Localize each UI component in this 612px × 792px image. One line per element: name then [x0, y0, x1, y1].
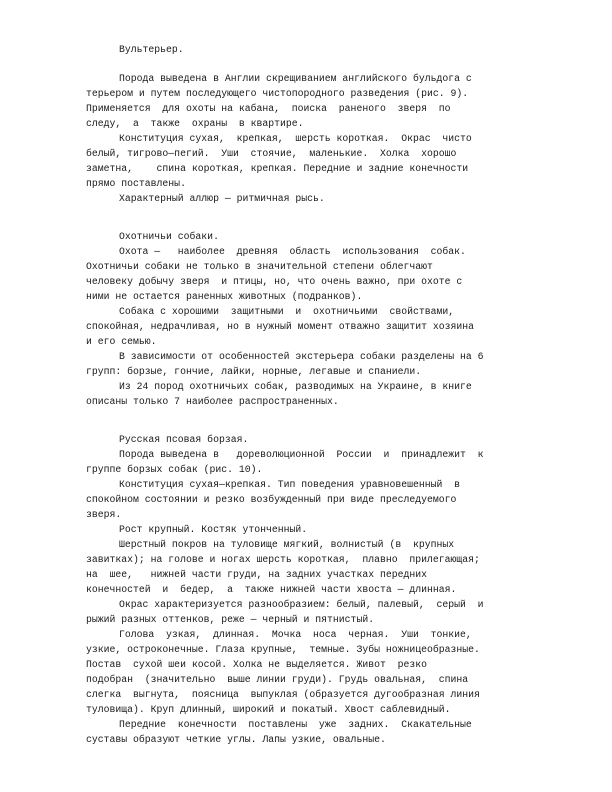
paragraph-line: групп: борзые, гончие, лайки, норные, легавые и спаниели. — [86, 366, 422, 377]
paragraph-line: рыжий разных оттенков, реже — черный и пятнистый. — [86, 614, 375, 625]
paragraph-line: Охотничьи собаки не только в значительной степени облегчают — [86, 261, 433, 272]
paragraph-line: Шерстный покров на туловище мягкий, волнистый (в крупных — [119, 539, 455, 550]
paragraph-line: Собака с хорошими защитными и охотничьими свойствами, — [119, 306, 455, 317]
paragraph-line: группе борзых собак (рис. 10). — [86, 464, 263, 475]
paragraph-line: описаны только 7 наиболее распространенных. — [86, 396, 339, 407]
paragraph-line: на шее, нижней части груди, на задних участках передних — [86, 569, 427, 580]
paragraph-line: Характерный аллюр — ритмичная рысь. — [119, 193, 325, 204]
paragraph-line: туловища). Круп длинный, широкий и покатый. Хвост саблевидный. — [86, 704, 451, 715]
paragraph-line: и его семью. — [86, 336, 157, 347]
paragraph-line: Применяется для охоты на кабана, поиска раненого зверя по — [86, 103, 451, 114]
paragraph-line: спокойном состоянии и резко возбужденный при виде преследуемого — [86, 494, 457, 505]
paragraph-line: терьером и путем последующего чистопородного разведения (рис. 9). — [86, 88, 469, 99]
paragraph-line: В зависимости от особенностей экстерьера собаки разделены на 6 — [119, 351, 484, 362]
paragraph-line: прямо поставлены. — [86, 178, 186, 189]
paragraph-line: Окрас характеризуется разнообразием: белый, палевый, серый и — [119, 599, 484, 610]
paragraph-line: Порода выведена в Англии скрещиванием английского бульдога с — [119, 73, 472, 84]
paragraph-line: Рост крупный. Костяк утонченный. — [119, 524, 308, 535]
paragraph-line: Передние конечности поставлены уже задних. Скакательные — [119, 719, 472, 730]
paragraph-line: подобран (значительно выше линии груди). Грудь овальная, спина — [86, 674, 469, 685]
paragraph-line: спокойная, недрачливая, но в нужный момент отважно защитит хозяина — [86, 321, 475, 332]
paragraph-line: Конституция сухая—крепкая. Тип поведения уравновешенный в — [119, 479, 460, 490]
paragraph-line: Из 24 пород охотничьих собак, разводимых на Украине, в книге — [119, 381, 472, 392]
paragraph-line: узкие, остроконечные. Глаза крупные, темные. Зубы ножницеобразные. — [86, 644, 480, 655]
paragraph-line: суставы образуют четкие углы. Лапы узкие, овальные. — [86, 734, 386, 745]
paragraph-line: Порода выведена в дореволюционной России и принадлежит к — [119, 449, 484, 460]
paragraph-line: конечностей и бедер, а также нижней части хвоста — длинная. — [86, 584, 457, 595]
paragraph-line: ними не остается раненных животных (подранков). — [86, 291, 363, 302]
paragraph-line: зверя. — [86, 509, 122, 520]
section-title-hunting-dogs: Охотничьи собаки. — [119, 231, 219, 242]
paragraph-line: Постав сухой шеи косой. Холка не выделяется. Живот резко — [86, 659, 427, 670]
paragraph-line: Голова узкая, длинная. Мочка носа черная. Уши тонкие, — [119, 629, 472, 640]
section-title-russian-borzoi: Русская псовая борзая. — [119, 434, 249, 445]
paragraph-line: Охота — наиболее древняя область использования собак. — [119, 246, 466, 257]
paragraph-line: Конституция сухая, крепкая, шерсть короткая. Окрас чисто — [119, 133, 472, 144]
paragraph-line: заметна, спина короткая, крепкая. Передние и задние конечности — [86, 163, 469, 174]
paragraph-line: следу, а также охраны в квартире. — [86, 118, 304, 129]
section-title-bullterrier: Вультерьер. — [119, 44, 184, 55]
paragraph-line: человеку добычу зверя и птицы, но, что очень важно, при охоте с — [86, 276, 463, 287]
paragraph-line: белый, тигрово—пегий. Уши стоячие, маленькие. Холка хорошо — [86, 148, 457, 159]
paragraph-line: завитках); на голове и ногах шерсть короткая, плавно прилегающая; — [86, 554, 480, 565]
paragraph-line: слегка выгнута, поясница выпуклая (образуется дугообразная линия — [86, 689, 480, 700]
